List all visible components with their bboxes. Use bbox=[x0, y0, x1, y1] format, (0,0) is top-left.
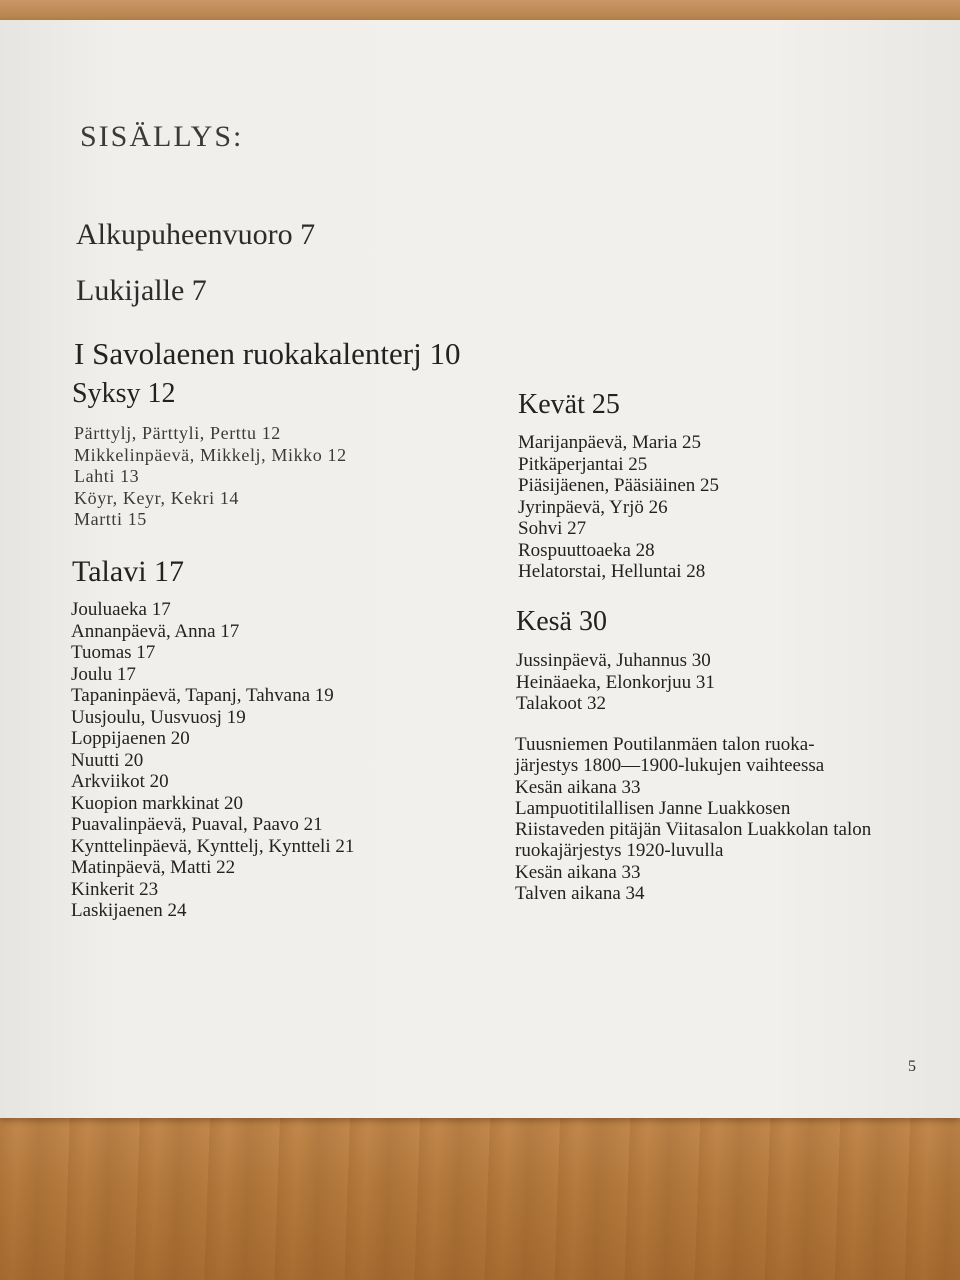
toc-entry: Tapaninpäevä, Tapanj, Tahvana 19 bbox=[71, 685, 334, 706]
toc-entry: Mikkelinpäevä, Mikkelj, Mikko 12 bbox=[74, 444, 347, 465]
page-number: 5 bbox=[908, 1058, 916, 1075]
kevat-entries bbox=[518, 432, 719, 583]
toc-entry: Matinpäevä, Matti 22 bbox=[71, 857, 236, 878]
toc-entry: Jyrinpäevä, Yrjö 26 bbox=[518, 496, 668, 518]
toc-entry: Riistaveden pitäjän Viitasalon Luakkolan talon bbox=[515, 819, 872, 841]
toc-entry: Heinäaeka, Elonkorjuu 31 bbox=[516, 671, 715, 693]
toc-title: SISÄLLYS: bbox=[80, 120, 244, 153]
front-entry-to-reader: Lukijalle 7 bbox=[76, 274, 207, 307]
toc-entry: Lampuotitilallisen Janne Luakkosen bbox=[515, 797, 791, 819]
section-heading-syksy: Syksy 12 bbox=[72, 378, 176, 409]
talavi-entries bbox=[71, 599, 354, 922]
part-heading: I Savolaenen ruokakalenterj 10 bbox=[74, 336, 461, 371]
toc-entry: Tuusniemen Poutilanmäen talon ruoka- bbox=[515, 734, 815, 755]
toc-entry: Martti 15 bbox=[74, 509, 147, 529]
section-heading-kesa: Kesä 30 bbox=[516, 606, 607, 637]
toc-entry: Sohvi 27 bbox=[518, 518, 587, 539]
toc-entry: Piäsijäenen, Pääsiäinen 25 bbox=[518, 475, 720, 496]
appendix-entries bbox=[515, 734, 871, 904]
toc-entry: Kynttelinpäevä, Kynttelj, Kyntteli 21 bbox=[71, 835, 355, 857]
toc-entry: Annanpäevä, Anna 17 bbox=[71, 620, 240, 642]
toc-entry: ruokajärjestys 1920-luvulla bbox=[515, 840, 724, 862]
front-entry-foreword: Alkupuheenvuoro 7 bbox=[76, 218, 316, 251]
toc-entry: Talven aikana 34 bbox=[515, 883, 645, 905]
book-page bbox=[0, 20, 960, 1118]
toc-entry: Puavalinpäevä, Puaval, Paavo 21 bbox=[71, 814, 323, 835]
toc-entry: Kuopion markkinat 20 bbox=[71, 792, 244, 814]
toc-entry: Rospuuttoaeka 28 bbox=[518, 539, 655, 561]
kesa-entries bbox=[516, 650, 715, 715]
toc-entry: Pärttylj, Pärttyli, Perttu 12 bbox=[74, 423, 281, 443]
toc-entry: Kesän aikana 33 bbox=[515, 861, 641, 883]
toc-entry: Jussinpäevä, Juhannus 30 bbox=[516, 650, 711, 671]
toc-entry: Marijanpäevä, Maria 25 bbox=[518, 432, 702, 453]
toc-entry: Uusjoulu, Uusvuosj 19 bbox=[71, 706, 246, 728]
toc-entry: järjestys 1800—1900-lukujen vaihteessa bbox=[515, 755, 825, 777]
toc-entry: Arkviikot 20 bbox=[71, 771, 169, 792]
toc-entry: Helatorstai, Helluntai 28 bbox=[518, 561, 706, 582]
toc-entry: Köyr, Keyr, Kekri 14 bbox=[74, 487, 240, 508]
toc-entry: Kesän aikana 33 bbox=[515, 776, 641, 798]
toc-entry: Pitkäperjantai 25 bbox=[518, 453, 648, 475]
toc-entry: Joulu 17 bbox=[71, 663, 136, 685]
toc-entry: Loppijaenen 20 bbox=[71, 728, 190, 749]
toc-entry: Lahti 13 bbox=[74, 466, 140, 486]
toc-entry: Nuutti 20 bbox=[71, 749, 144, 771]
toc-entry: Jouluaeka 17 bbox=[71, 599, 171, 620]
toc-entry: Laskijaenen 24 bbox=[71, 900, 187, 921]
syksy-entries bbox=[74, 423, 347, 531]
toc-entry: Tuomas 17 bbox=[71, 642, 156, 663]
wooden-table-bottom bbox=[0, 1112, 960, 1280]
toc-entry: Talakoot 32 bbox=[516, 693, 606, 714]
section-heading-kevat: Kevät 25 bbox=[518, 389, 620, 420]
section-heading-talavi: Talavi 17 bbox=[72, 555, 185, 588]
toc-entry: Kinkerit 23 bbox=[71, 878, 159, 900]
